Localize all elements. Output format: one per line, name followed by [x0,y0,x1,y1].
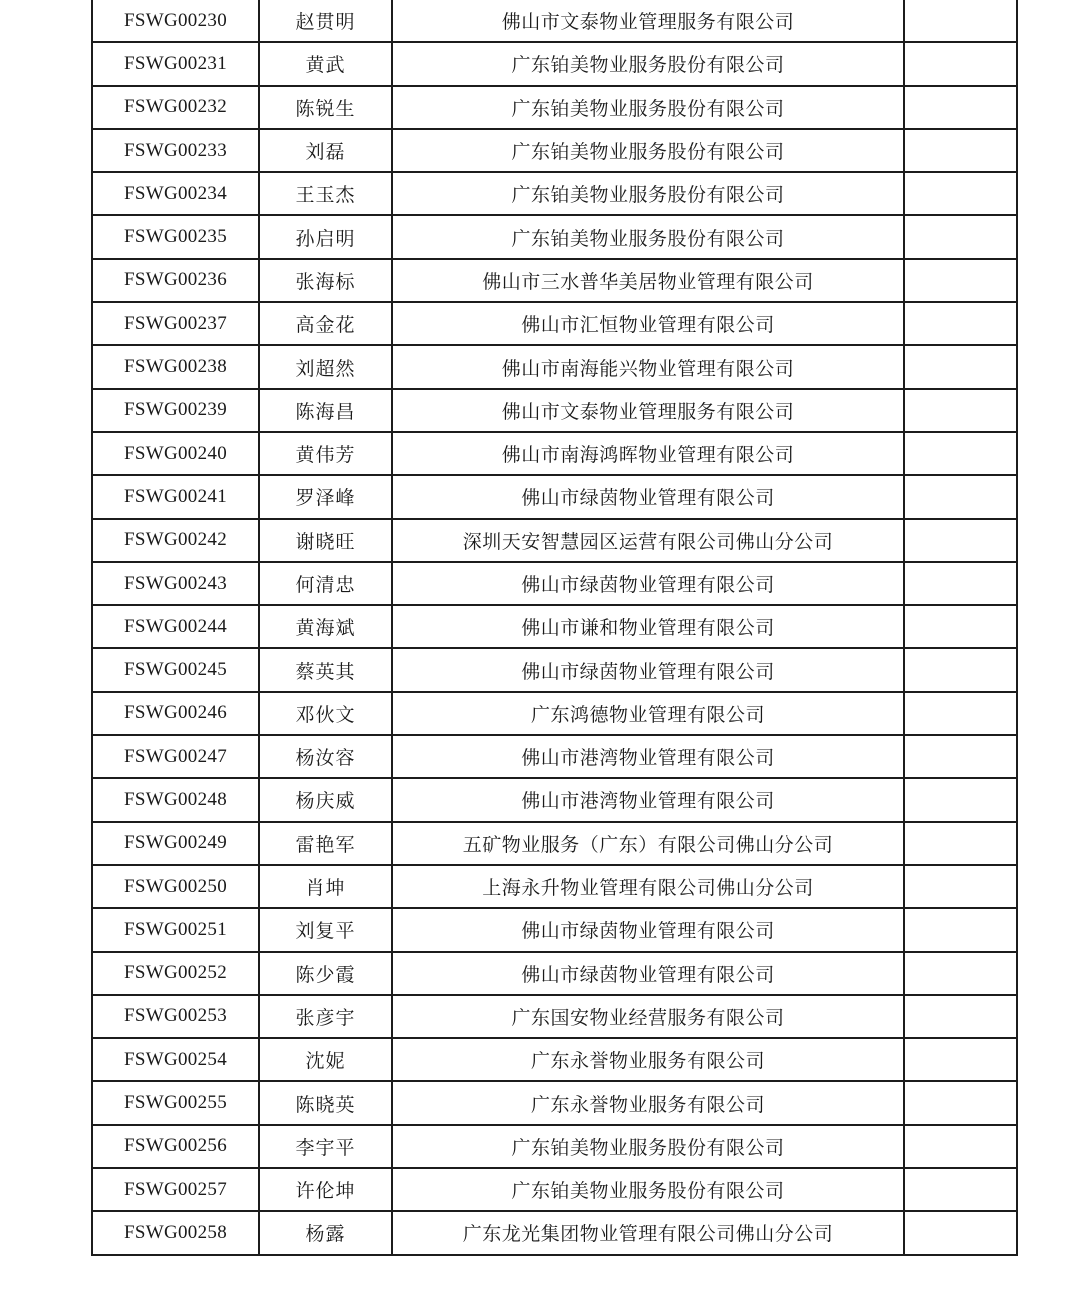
table-row [92,908,1017,951]
remark-cell [904,1038,1017,1081]
table-row [92,865,1017,908]
certificate-number-cell: FSWG00242 [92,519,259,562]
company-name-cell: 佛山市港湾物业管理有限公司 [392,778,904,821]
certificate-number-cell: FSWG00258 [92,1211,259,1254]
table-row [92,778,1017,821]
person-name-cell: 罗泽峰 [259,475,392,518]
certificate-number-cell: FSWG00231 [92,42,259,85]
person-name-cell: 刘超然 [259,345,392,388]
person-name-cell: 刘磊 [259,129,392,172]
remark-cell [904,1125,1017,1168]
table-row [92,1038,1017,1081]
table-row [92,345,1017,388]
table-row [92,259,1017,302]
registration-table [91,0,1018,1256]
remark-cell [904,0,1017,42]
person-name-cell: 陈锐生 [259,86,392,129]
company-name-cell: 深圳天安智慧园区运营有限公司佛山分公司 [392,519,904,562]
remark-cell [904,42,1017,85]
remark-cell [904,778,1017,821]
remark-cell [904,822,1017,865]
person-name-cell: 沈妮 [259,1038,392,1081]
certificate-number-cell: FSWG00257 [92,1168,259,1211]
certificate-number-cell: FSWG00237 [92,302,259,345]
remark-cell [904,302,1017,345]
certificate-number-cell: FSWG00236 [92,259,259,302]
person-name-cell: 张彦宇 [259,995,392,1038]
person-name-cell: 雷艳军 [259,822,392,865]
table-row [92,648,1017,691]
company-name-cell: 广东永誉物业服务有限公司 [392,1081,904,1124]
company-name-cell: 广东铂美物业服务股份有限公司 [392,215,904,258]
registration-table-page [91,0,1016,1256]
table-row [92,1211,1017,1254]
person-name-cell: 谢晓旺 [259,519,392,562]
person-name-cell: 陈晓英 [259,1081,392,1124]
remark-cell [904,865,1017,908]
remark-cell [904,432,1017,475]
certificate-number-cell: FSWG00243 [92,562,259,605]
company-name-cell: 佛山市文泰物业管理服务有限公司 [392,0,904,42]
certificate-number-cell: FSWG00234 [92,172,259,215]
person-name-cell: 黄武 [259,42,392,85]
certificate-number-cell: FSWG00251 [92,908,259,951]
certificate-number-cell: FSWG00235 [92,215,259,258]
certificate-number-cell: FSWG00256 [92,1125,259,1168]
company-name-cell: 广东国安物业经营服务有限公司 [392,995,904,1038]
certificate-number-cell: FSWG00253 [92,995,259,1038]
person-name-cell: 黄海斌 [259,605,392,648]
table-body [92,0,1017,1255]
certificate-number-cell: FSWG00240 [92,432,259,475]
person-name-cell: 王玉杰 [259,172,392,215]
table-row [92,0,1017,42]
certificate-number-cell: FSWG00252 [92,952,259,995]
table-row [92,1168,1017,1211]
table-row [92,302,1017,345]
remark-cell [904,908,1017,951]
table-row [92,172,1017,215]
company-name-cell: 佛山市南海鸿晖物业管理有限公司 [392,432,904,475]
remark-cell [904,215,1017,258]
certificate-number-cell: FSWG00247 [92,735,259,778]
remark-cell [904,1168,1017,1211]
company-name-cell: 广东铂美物业服务股份有限公司 [392,42,904,85]
certificate-number-cell: FSWG00239 [92,389,259,432]
table-row [92,519,1017,562]
remark-cell [904,519,1017,562]
table-row [92,562,1017,605]
company-name-cell: 佛山市文泰物业管理服务有限公司 [392,389,904,432]
person-name-cell: 何清忠 [259,562,392,605]
company-name-cell: 广东鸿德物业管理有限公司 [392,692,904,735]
table-row [92,952,1017,995]
remark-cell [904,995,1017,1038]
table-row [92,1081,1017,1124]
table-row [92,215,1017,258]
person-name-cell: 杨庆威 [259,778,392,821]
company-name-cell: 佛山市谦和物业管理有限公司 [392,605,904,648]
company-name-cell: 佛山市南海能兴物业管理有限公司 [392,345,904,388]
table-row [92,822,1017,865]
remark-cell [904,172,1017,215]
remark-cell [904,345,1017,388]
company-name-cell: 佛山市绿茵物业管理有限公司 [392,952,904,995]
remark-cell [904,648,1017,691]
remark-cell [904,389,1017,432]
person-name-cell: 肖坤 [259,865,392,908]
table-row [92,86,1017,129]
person-name-cell: 杨露 [259,1211,392,1254]
table-row [92,129,1017,172]
certificate-number-cell: FSWG00248 [92,778,259,821]
person-name-cell: 张海标 [259,259,392,302]
person-name-cell: 许伦坤 [259,1168,392,1211]
certificate-number-cell: FSWG00232 [92,86,259,129]
remark-cell [904,259,1017,302]
company-name-cell: 广东永誉物业服务有限公司 [392,1038,904,1081]
company-name-cell: 五矿物业服务（广东）有限公司佛山分公司 [392,822,904,865]
person-name-cell: 陈海昌 [259,389,392,432]
person-name-cell: 邓伙文 [259,692,392,735]
company-name-cell: 佛山市绿茵物业管理有限公司 [392,475,904,518]
remark-cell [904,562,1017,605]
table-row [92,389,1017,432]
certificate-number-cell: FSWG00255 [92,1081,259,1124]
person-name-cell: 蔡英其 [259,648,392,691]
remark-cell [904,475,1017,518]
person-name-cell: 陈少霞 [259,952,392,995]
certificate-number-cell: FSWG00230 [92,0,259,42]
table-row [92,605,1017,648]
company-name-cell: 广东铂美物业服务股份有限公司 [392,86,904,129]
certificate-number-cell: FSWG00250 [92,865,259,908]
company-name-cell: 佛山市绿茵物业管理有限公司 [392,648,904,691]
company-name-cell: 佛山市港湾物业管理有限公司 [392,735,904,778]
person-name-cell: 李宇平 [259,1125,392,1168]
remark-cell [904,86,1017,129]
person-name-cell: 赵贯明 [259,0,392,42]
certificate-number-cell: FSWG00245 [92,648,259,691]
table-row [92,1125,1017,1168]
remark-cell [904,129,1017,172]
certificate-number-cell: FSWG00238 [92,345,259,388]
certificate-number-cell: FSWG00246 [92,692,259,735]
person-name-cell: 刘复平 [259,908,392,951]
remark-cell [904,605,1017,648]
remark-cell [904,1081,1017,1124]
company-name-cell: 广东铂美物业服务股份有限公司 [392,1125,904,1168]
company-name-cell: 佛山市三水普华美居物业管理有限公司 [392,259,904,302]
remark-cell [904,692,1017,735]
company-name-cell: 广东铂美物业服务股份有限公司 [392,1168,904,1211]
remark-cell [904,1211,1017,1254]
table-row [92,692,1017,735]
table-row [92,432,1017,475]
certificate-number-cell: FSWG00254 [92,1038,259,1081]
company-name-cell: 佛山市绿茵物业管理有限公司 [392,562,904,605]
table-row [92,995,1017,1038]
company-name-cell: 广东铂美物业服务股份有限公司 [392,129,904,172]
company-name-cell: 广东龙光集团物业管理有限公司佛山分公司 [392,1211,904,1254]
table-row [92,475,1017,518]
certificate-number-cell: FSWG00249 [92,822,259,865]
person-name-cell: 高金花 [259,302,392,345]
company-name-cell: 佛山市汇恒物业管理有限公司 [392,302,904,345]
certificate-number-cell: FSWG00233 [92,129,259,172]
table-row [92,42,1017,85]
person-name-cell: 孙启明 [259,215,392,258]
remark-cell [904,735,1017,778]
person-name-cell: 黄伟芳 [259,432,392,475]
company-name-cell: 广东铂美物业服务股份有限公司 [392,172,904,215]
company-name-cell: 上海永升物业管理有限公司佛山分公司 [392,865,904,908]
certificate-number-cell: FSWG00241 [92,475,259,518]
company-name-cell: 佛山市绿茵物业管理有限公司 [392,908,904,951]
table-row [92,735,1017,778]
person-name-cell: 杨汝容 [259,735,392,778]
certificate-number-cell: FSWG00244 [92,605,259,648]
remark-cell [904,952,1017,995]
